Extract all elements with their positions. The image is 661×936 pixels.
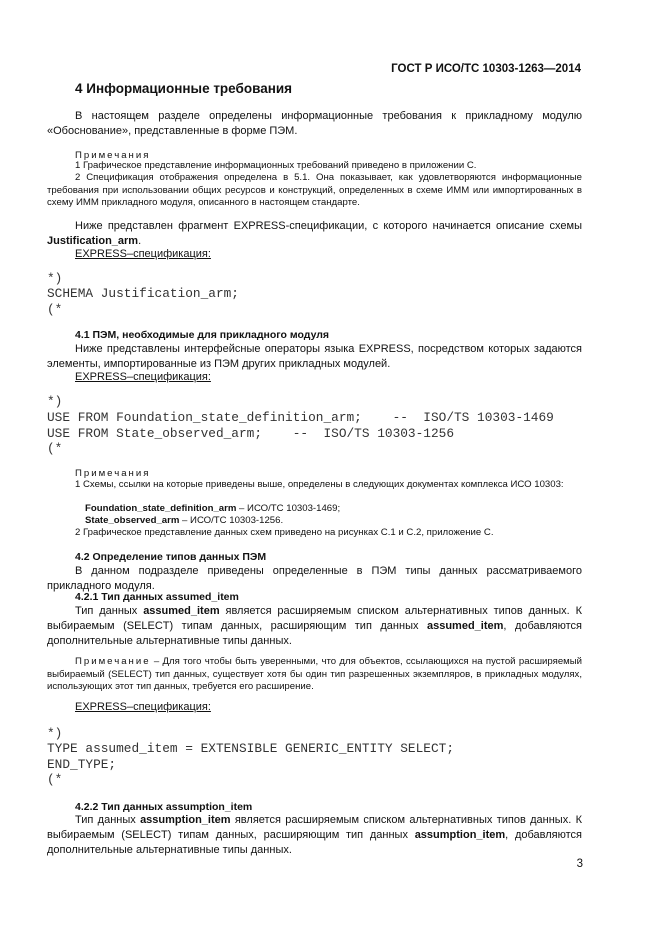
section-4-2-1-note: Примечание – Для того чтобы быть уверенными, что для объектов, ссылающихся на пустой расширяемый выбираемый (SELECT) тип данных, существует хотя бы один тип разрешенных экземпляров, в прикладных модулях, использующих этот тип данных, требуется его расширение. <box>47 656 583 692</box>
section-4-2-text: В данном подразделе приведены определенные в ПЭМ типы данных рассматриваемого прикладного модуля. <box>47 565 582 592</box>
section-4-1-text: Ниже представлены интерфейсные операторы языка EXPRESS, посредством которых задаются элементы, импортированные из ПЭМ других прикладных модулей. <box>47 343 582 370</box>
code-line: (* <box>47 302 63 317</box>
code-line: TYPE assumed_item = EXTENSIBLE GENERIC_ENTITY SELECT; <box>47 741 455 756</box>
code-line: *) <box>47 394 63 409</box>
section-4-1-title: 4.1 ПЭМ, необходимые для прикладного модуля <box>75 329 330 341</box>
notes-label: Примечания <box>75 468 151 479</box>
reference-1: Foundation_state_definition_arm – ИСО/ТС 10303-1469; <box>85 503 341 514</box>
note-1: 1 Схемы, ссылки на которые приведены выше, определены в следующих документах комплекса ИСО 10303: <box>75 479 564 490</box>
page-number: 3 <box>576 858 583 870</box>
express-label-3: EXPRESS–спецификация: <box>75 701 211 713</box>
code-line: USE FROM Foundation_state_definition_arm; -- ISO/TS 10303-1469 <box>47 410 554 425</box>
schema-name: Justification_arm <box>47 235 139 247</box>
note-1: 1 Графическое представление информационных требований приведено в приложении С. <box>75 160 477 171</box>
code-line: *) <box>47 271 63 286</box>
section-4-2-1-text: Тип данных assumed_item является расширяемым списком альтернативных типов данных. К выбираемым (SELECT) типам данных, расширяющим тип данных assumed_item, добавляются дополнительные альтернативные типы данных. <box>47 605 582 647</box>
note-2: 2 Спецификация отображения определена в 5.1. Она показывает, как удовлетворяются информационные требования при использовании общих ресурсов и конструкций, определенных в схеме ИММ или импортированных в схему ИММ прикладного модуля, описанного в настоящем стандарте. <box>47 172 582 208</box>
section-4-2-1-title: 4.2.1 Тип данных assumed_item <box>75 591 239 603</box>
section-4-intro: В настоящем разделе определены информационные требования к прикладному модулю «Обоснование», представленные в форме ПЭМ. <box>47 110 582 137</box>
section-4-2-title: 4.2 Определение типов данных ПЭМ <box>75 551 267 563</box>
note-2: 2 Графическое представление данных схем приведено на рисунках С.1 и С.2, приложение С. <box>75 527 494 538</box>
fragment-intro: Ниже представлен фрагмент EXPRESS-спецификации, с которого начинается описание схемы Justification_arm. <box>47 220 582 247</box>
express-label-1: EXPRESS–спецификация: <box>75 248 211 260</box>
express-label-2: EXPRESS–спецификация: <box>75 371 211 383</box>
code-line: (* <box>47 441 63 456</box>
section-4-2-2-title: 4.2.2 Тип данных assumption_item <box>75 801 253 813</box>
code-line: USE FROM State_observed_arm; -- ISO/TS 10303-1256 <box>47 426 455 441</box>
section-4-2-2-text: Тип данных assumption_item является расширяемым списком альтернативных типов данных. К выбираемым (SELECT) типам данных, расширяющим тип данных assumption_item, добавляются дополнительные альтернативные типы данных. <box>47 814 582 856</box>
code-line: END_TYPE; <box>47 757 117 772</box>
document-header: ГОСТ Р ИСО/ТС 10303-1263—2014 <box>391 63 581 75</box>
code-line: SCHEMA Justification_arm; <box>47 286 239 301</box>
code-line: *) <box>47 726 63 741</box>
code-line: (* <box>47 772 63 787</box>
notes-label: Примечания <box>75 150 151 161</box>
section-4-title: 4 Информационные требования <box>75 81 293 96</box>
reference-2: State_observed_arm – ИСО/ТС 10303-1256. <box>85 515 284 526</box>
